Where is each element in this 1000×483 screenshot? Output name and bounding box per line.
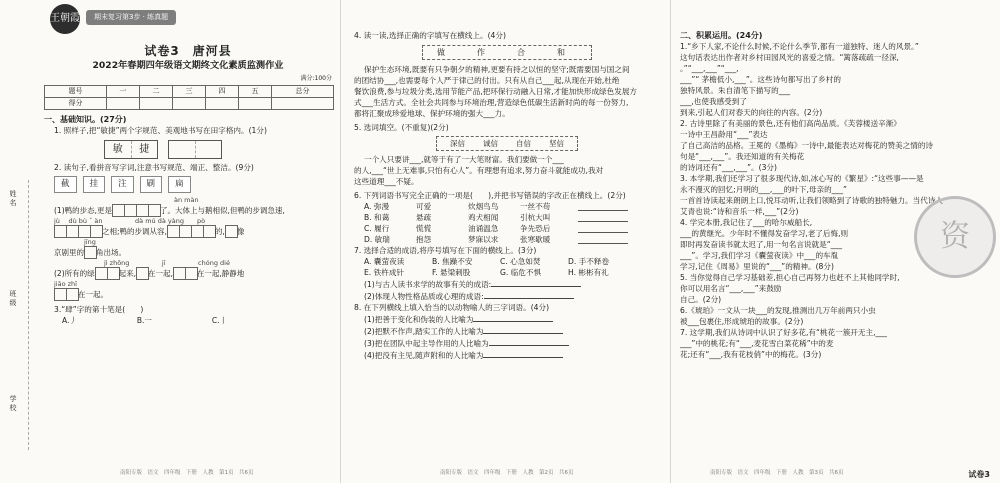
sample-word: 刷 (140, 176, 163, 193)
question-1: 1. 照样子,把“敏捷”两个字规范、美观地书写在田字格内。(1分) (54, 126, 267, 135)
item-text: (4)把没有主见,随声附和的人比喻为 (364, 351, 484, 360)
passage-line: 的团结协___,也需要每个人严于律己的付出。只有从自己___起,从现在开始,杜绝 (354, 76, 620, 85)
page-footer: 南阳专版 语文 四年级 下册 人教 第1页 共6页 (120, 470, 254, 476)
option[interactable]: B.一 (136, 316, 152, 325)
text-line: 5. 当你觉得自己学习基础差,担心自己再努力也赶不上其他同学时, (680, 273, 900, 282)
passage-line: 式___生活方式。全社会共同参与环境治理,营造绿色低碳生活新时尚的每一份努力, (354, 98, 629, 107)
sentence-1 (44, 204, 332, 217)
option-text: C. 心急如焚 (500, 257, 541, 266)
score-header: 三 (172, 86, 205, 98)
text-line: 被___包裹住,形成琥珀的故事。(2分) (680, 317, 804, 326)
answer-line[interactable] (578, 212, 628, 222)
q7-item (354, 290, 660, 302)
option-text: B. 焦躁不安 (432, 257, 473, 266)
answer-grid[interactable] (112, 204, 160, 217)
answer-line[interactable] (489, 337, 569, 346)
sentence-2 (44, 225, 332, 238)
school-label: 学校 (9, 395, 17, 412)
sentence-text: 角出场。 (96, 248, 126, 257)
sentence-3 (44, 246, 332, 259)
option-text: 争先恐后 (520, 224, 551, 233)
question-3-options (44, 315, 332, 326)
q6-option-row[interactable] (354, 201, 660, 212)
score-cell[interactable] (272, 98, 334, 110)
sentence-text: 起来, (118, 269, 137, 278)
score-table (44, 85, 334, 110)
question-2: 2. 读句子,看拼音写字词,注意书写规范、端正、整洁。(9分) (54, 163, 254, 172)
q6-option-row[interactable] (354, 212, 660, 223)
score-header: 题号 (45, 86, 107, 98)
question-4: 4. 读一读,选择正确的字填写在横线上。(4分) (354, 31, 506, 40)
q8-item (354, 349, 660, 361)
page-2 (340, 0, 670, 483)
pinyin: jì zhōng jī chóng dié (104, 259, 230, 267)
watermark-stamp: 资 (914, 196, 996, 278)
q8-item (354, 313, 660, 325)
option-text: E. 铁杵成针 (364, 268, 405, 277)
answer-line[interactable] (578, 223, 628, 233)
item-text: (2)体现人物性格品质或心理的成语: (364, 292, 484, 301)
word-choice-box: 做 作 合 和 (422, 45, 592, 60)
text-line: 一首首诗读起来朗朗上口,悦耳动听,让我们领略到了诗歌的独特魅力。当代诗人 (680, 196, 944, 205)
question-7: 7. 选择合适的成语,将序号填写在下面的横线上。(3分) (354, 246, 537, 255)
option-text: 梦寐以求 (468, 235, 499, 244)
option-text: 抱怨 (416, 235, 432, 244)
example-box (104, 140, 158, 159)
question-5: 5. 选词填空。(不重复)(2分) (354, 123, 449, 132)
sentence-text: 在一起。 (78, 290, 108, 299)
word-bank-item: 深信 (450, 139, 465, 148)
text-line: 花;还有“___,我有花枝俏”中的梅花。(3分) (680, 350, 822, 359)
q7-option-row (354, 267, 660, 278)
page-footer: 南阳专版 语文 四年级 下册 人教 第2页 共6页 (440, 470, 574, 476)
text-line: 1.“乡下人家,不论什么时候,不论什么季节,都有一道独特、迷人的风景。” (680, 42, 919, 51)
sentence-text: 像 (236, 227, 245, 236)
name-label: 姓名 (9, 190, 17, 207)
text-line: 的诗词还有“___,___”。(3分) (680, 163, 777, 172)
text-line: 永不漫灭的回忆;月明的___,___的叶下,母亲的___” (680, 185, 847, 194)
score-header: 总分 (272, 86, 334, 98)
score-header: 四 (205, 86, 238, 98)
score-header: 一 (106, 86, 139, 98)
text-line: 学习,记住《周易》里说的“___”的精神。(8分) (680, 262, 834, 271)
full-score-note: 满分:100分 (300, 75, 332, 82)
text-line: ___,也使我感受到了 (680, 97, 747, 106)
word-choice-wrap (354, 45, 660, 60)
score-header: 五 (238, 86, 271, 98)
text-line: ___”中的桃花;有“___,麦花雪白菜花稀”中的麦 (680, 339, 834, 348)
text-line: 6.《琥珀》一文从一块___的发现,推测出几万年前两只小虫 (680, 306, 876, 315)
option-text: A. 囊萤夜读 (364, 257, 405, 266)
example-char: 捷 (139, 144, 150, 155)
option-text: G. 临危不惧 (500, 268, 542, 277)
answer-grid[interactable] (84, 246, 96, 259)
score-header: 二 (139, 86, 172, 98)
text-line: 自己。(2分) (680, 295, 722, 304)
option-text: 张寒歇暖 (520, 235, 551, 244)
option-text: A. 弥漫 (364, 202, 390, 211)
text-line: 4. 学完本册,我记住了___的哈尔威船长, (680, 218, 813, 227)
sentence-text: 在一起,静静地 (196, 269, 245, 278)
item-text: (2)把默不作声,踏实工作的人比喻为 (364, 327, 484, 336)
sentence-text: 之相;鸭的步调从容, (102, 227, 167, 236)
question-8: 8. 在下列横线上填入恰当的以动物喻人的三字词语。(4分) (354, 303, 550, 312)
q8-item (354, 325, 660, 337)
q6-option-row[interactable] (354, 223, 660, 234)
option-text: 慌慌 (416, 224, 432, 233)
option-text: H. 彬彬有礼 (568, 268, 609, 277)
text-line: 艾青也说:“诗和音乐一样,___”(2分) (680, 207, 799, 216)
option-text: 悬疏 (416, 213, 432, 222)
option-text: 鸡犬相闻 (468, 213, 499, 222)
option-text: 引杭大叫 (520, 213, 551, 222)
answer-grid[interactable] (225, 225, 237, 238)
text-line: 7. 这学期,我们从诗词中认识了好多花,有“桃花一簇开无主,___ (680, 328, 887, 337)
class-label: 班级 (9, 290, 17, 307)
option-text: D. 手不释卷 (568, 257, 610, 266)
score-cell[interactable] (139, 98, 172, 110)
option-text: C. 履行 (364, 224, 390, 233)
paper-subtitle: 2022年春期四年级语文期终文化素质监测作业 (92, 60, 284, 71)
answer-box[interactable] (168, 140, 222, 159)
passage-line: 餐饮浪费,参与垃圾分类,选用节能产品,把环保行动融入日常,才能加快形成绿色发展方 (354, 87, 638, 96)
answer-line[interactable] (491, 278, 581, 287)
passage-line: 这些道理___不疑。 (354, 177, 419, 186)
answer-grid[interactable] (167, 225, 215, 238)
pinyin: jīng (84, 238, 96, 246)
passage-line: 保护生态环境,既要有只争朝夕的精神,更要有持之以恒的坚守;既需要国与国之间 (364, 65, 630, 74)
tianzige-row (104, 140, 332, 159)
paper-title: 试卷3 唐河县 (144, 44, 232, 58)
score-row-label: 得分 (45, 98, 107, 110)
answer-line[interactable] (578, 201, 628, 211)
option-text: B. 和蔼 (364, 213, 390, 222)
page-footer: 南阳专版 语文 四年级 下册 人教 第3页 共6页 (710, 470, 844, 476)
text-line: 一诗中王昌龄用“___”表达 (680, 130, 768, 139)
passage-line: 的人,___“世上无难事,只怕有心人”。有理想有追求,努力奋斗就能成功,我对 (354, 166, 604, 175)
answer-line[interactable] (484, 290, 574, 299)
option-text: D. 敏瑞 (364, 235, 390, 244)
word-bank-item: 坚信 (549, 139, 564, 148)
option[interactable]: A.丿 (62, 316, 77, 325)
score-cell[interactable] (238, 98, 271, 110)
answer-grid[interactable] (95, 267, 119, 280)
score-cell[interactable] (172, 98, 205, 110)
sentence-5 (44, 288, 332, 301)
sample-word: 挂 (83, 176, 106, 193)
option-text: 油诵温急 (468, 224, 499, 233)
text-line: 这句话表达出作者对乡村田园风光的喜爱之情。“篱落疏疏一径深, (680, 53, 899, 62)
text-line: ___”。学习,我们学习《囊萤夜读》中___的车胤 (680, 251, 839, 260)
text-line: 。”“___,___”“___, (680, 64, 739, 73)
text-line: 2. 古诗里除了有美丽的景色,还有他们高尚品质。《芙蓉楼送辛渐》 (680, 119, 901, 128)
sample-word: 扁 (168, 176, 191, 193)
page-3 (670, 0, 1000, 483)
section-2-title: 二、积累运用。(24分) (680, 31, 763, 40)
score-cell[interactable] (205, 98, 238, 110)
passage-line: 都将汇聚成珍爱地球、保护环境的强大___力。 (354, 109, 510, 118)
text-line: ___”“ 茅檐低小,___”。这些诗句都写出了乡村的 (680, 75, 841, 84)
passage-line: 一个人只要讲___,就等于有了一大笔财富。我们要做一个___ (364, 155, 564, 164)
review-banner: 期末复习第3步 · 练真题 (86, 10, 176, 25)
option-text: F. 悬梁刺股 (432, 268, 471, 277)
text-line: 3. 本学期,我们还学习了很多现代诗,如,冰心写的《繁星》:“这些事——是 (680, 174, 924, 183)
option-text: 一丝不苟 (520, 202, 551, 211)
example-char: 敏 (105, 141, 132, 158)
sentence-text: 的, (214, 227, 225, 236)
sentence-text: (1)鸭的步态,更是 (54, 206, 113, 215)
word-bank (436, 136, 578, 151)
q6-option-row[interactable] (354, 234, 660, 245)
pinyin: àn màn (174, 196, 199, 204)
item-text: (1)与古人读书求学的故事有关的成语: (364, 280, 492, 289)
text-line: 了自己高洁的品格。王冕的《墨梅》一诗中,最能表达对梅花的赞美之情的诗 (680, 141, 934, 150)
item-text: (3)把在团队中起主导作用的人比喻为 (364, 339, 489, 348)
publisher-logo: 王朝霞 (50, 4, 80, 34)
question-6: 6. 下列词语书写完全正确的一项是( ),并把书写错误的字改正在横线上。(2分) (354, 191, 626, 200)
sentence-text: (2)所有的绿 (54, 269, 95, 278)
section-1-title: 一、基础知识。(27分) (44, 115, 127, 124)
q7-item (354, 278, 660, 290)
sample-word: 截 (54, 176, 77, 193)
binding-line (28, 180, 30, 450)
sentence-text: 在一起, (148, 269, 173, 278)
answer-grid[interactable] (54, 225, 102, 238)
word-bank-item: 自信 (516, 139, 531, 148)
text-line: 句是“___,___”。我还知道的有关梅花 (680, 152, 805, 161)
sample-word: 注 (111, 176, 134, 193)
paper-mark: 试卷3 (968, 470, 990, 479)
option-text: 炊烟鸟鸟 (468, 202, 499, 211)
text-line: 即时再发奋读书就太迟了,用一句名言说就是“___ (680, 240, 843, 249)
answer-grid[interactable] (173, 267, 197, 280)
answer-grid[interactable] (136, 267, 148, 280)
score-table-score-row (45, 98, 334, 110)
item-text: (1)把善于变化和伪装的人比喻为 (364, 315, 474, 324)
pinyin: jù dù bù ˇ àn dà mú dà yàng pò (54, 217, 206, 225)
sample-word-boxes (44, 176, 332, 193)
answer-line[interactable] (578, 234, 628, 244)
pinyin: jiāo zhī (54, 280, 77, 288)
score-cell[interactable] (106, 98, 139, 110)
page-1 (0, 0, 340, 483)
text-line: ___的黄继光。少年时不懂得发奋学习,老了后悔,则 (680, 229, 849, 238)
question-3: 3.“肆”字的第十笔是( ) (54, 305, 144, 314)
text-line: 独特风景。朱自清笔下描写的___ (680, 86, 791, 95)
text-line: 你可以用名言“___,___”来鼓励 (680, 284, 782, 293)
answer-grid[interactable] (54, 288, 78, 301)
text-line: 到来,引起人们对春天的向往的内容。(2分) (680, 108, 823, 117)
word-bank-item: 诚信 (483, 139, 498, 148)
score-table-header-row (45, 86, 334, 98)
option-text: 可爱 (416, 202, 432, 211)
sentence-text: 了。大体上与鹅相似,但鸭的步调急速, (160, 206, 285, 215)
answer-line[interactable] (483, 325, 563, 334)
sentence-text: 京剧里的 (54, 248, 84, 257)
q7-option-row (354, 256, 660, 267)
option[interactable]: C.丨 (211, 316, 228, 325)
q8-item (354, 337, 660, 349)
answer-line[interactable] (473, 313, 553, 322)
answer-line[interactable] (483, 349, 563, 358)
sentence-4 (44, 267, 332, 280)
